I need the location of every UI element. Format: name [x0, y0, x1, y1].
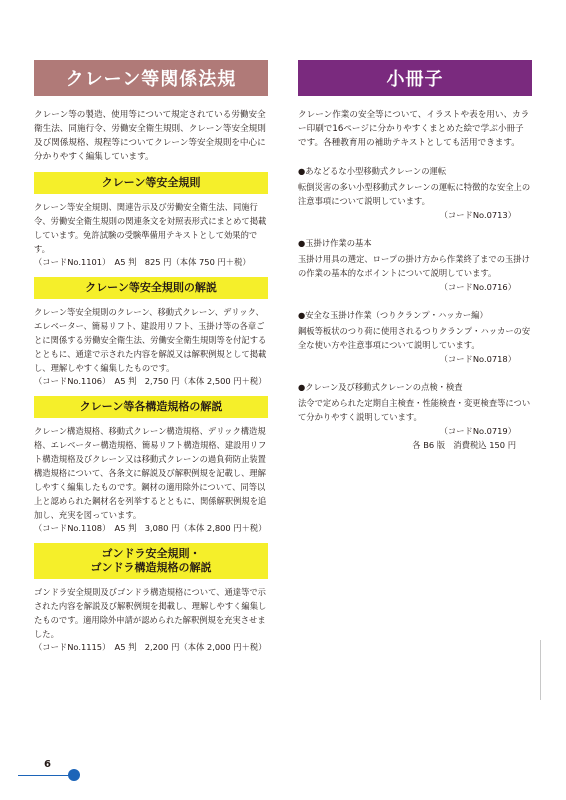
page-number-line	[18, 775, 70, 776]
booklet-code: （コードNo.0716）	[439, 282, 516, 292]
publication-item	[34, 543, 268, 654]
booklet-item	[298, 380, 532, 452]
booklet-description: 転倒災害の多い小型移動式クレーンの運転に特徴的な安全上の注意事項について説明しています。	[298, 182, 531, 206]
booklet-item	[298, 164, 532, 222]
right-column	[298, 60, 532, 452]
publication-item	[34, 396, 268, 535]
publication-item	[34, 277, 268, 388]
booklet-price-note: 各 B6 版 消費税込 150 円	[412, 440, 516, 450]
publication-info: （コードNo.1108） A5 判 3,080 円（本体 2,800 円＋税）	[34, 523, 267, 533]
booklet-title: ●安全な玉掛け作業（つりクランプ・ハッカー編）	[298, 310, 488, 320]
publication-title: クレーン等安全規則	[34, 172, 268, 194]
margin-rule	[540, 640, 541, 700]
publication-info: （コードNo.1115） A5 判 2,200 円（本体 2,000 円＋税）	[34, 642, 267, 652]
publication-description: クレーン等安全規則、関連告示及び労働安全衛生法、同施行令、労働安全衛生規則の関連条文を対照表形式にまとめて掲載しています。免許試験の受験準備用テキストとして効果的です。	[34, 202, 267, 254]
booklet-code: （コードNo.0713）	[439, 210, 516, 220]
booklet-item	[298, 308, 532, 366]
page-number-dot	[68, 769, 80, 781]
publication-title: クレーン等安全規則の解説	[34, 277, 268, 299]
left-section-header: クレーン等関係法規	[34, 60, 268, 96]
booklet-description: 法令で定められた定期自主検査・性能検査・変更検査等について分かりやすく説明しています。	[298, 398, 531, 422]
publication-title: クレーン等各構造規格の解説	[34, 396, 268, 418]
page-footer	[0, 760, 120, 800]
publication-info: （コードNo.1101） A5 判 825 円（本体 750 円＋税）	[34, 257, 251, 267]
publication-description: クレーン等安全規則のクレーン、移動式クレーン、デリック、エレベーター、簡易リフト、建設用リフト、玉掛け等の各章ごとに関係する労働安全衛生法、労働安全衛生規則等を付記するとともに、通達で示された内容を解説又は解釈例規として掲載し、理解しやすく編集したものです。	[34, 307, 267, 373]
publication-description: クレーン構造規格、移動式クレーン構造規格、デリック構造規格、エレベーター構造規格、簡易リフト構造規格、建設用リフト構造規格及びクレーン又は移動式クレーンの過負荷防止装置構造規格について、各条文に解説及び解釈例規を記載し、理解しやすく編集したものです。鋼材の適用除外について、同等以上と認められた鋼材名を列挙するとともに、関係解釈例規を追加し、充実を図っています。	[34, 426, 267, 520]
publication-description: ゴンドラ安全規則及びゴンドラ構造規格について、通達等で示された内容を解説及び解釈例規を掲載し、理解しやすく編集したものです。適用除外申請が認められた解釈例規を充実させました。	[34, 587, 267, 639]
booklet-title: ●玉掛け作業の基本	[298, 238, 372, 248]
booklet-title: ●クレーン及び移動式クレーンの点検・検査	[298, 382, 463, 392]
booklet-code: （コードNo.0718）	[439, 354, 516, 364]
right-intro-text: クレーン作業の安全等について、イラストや表を用い、カラー印刷で16ページに分かりやすくまとめた絵で学ぶ小冊子です。各種教育用の補助テキストとしても活用できます。	[298, 110, 530, 148]
booklet-description: 鋼板等板状のつり荷に使用されるつりクランプ・ハッカーの安全な使い方や注意事項について説明しています。	[298, 326, 531, 350]
publication-info: （コードNo.1106） A5 判 2,750 円（本体 2,500 円＋税）	[34, 376, 267, 386]
booklet-code: （コードNo.0719）	[439, 426, 516, 436]
publication-item	[34, 172, 268, 269]
page-number: 6	[44, 759, 51, 770]
left-intro-text: クレーン等の製造、使用等について規定されている労働安全衛生法、同施行令、労働安全衛生規則、クレーン等安全規則及び関係規格、規程等についてクレーン等安全規則を中心に分かりやすく編集しています。	[34, 110, 266, 162]
booklet-item	[298, 236, 532, 294]
right-section-header: 小冊子	[298, 60, 532, 96]
publication-title: ゴンドラ安全規則・ ゴンドラ構造規格の解説	[34, 543, 268, 579]
booklet-title: ●あなどるな小型移動式クレーンの運転	[298, 166, 447, 176]
left-column	[34, 60, 268, 654]
booklet-description: 玉掛け用具の選定、ロープの掛け方から作業終了までの玉掛けの作業の基本的なポイントについて説明しています。	[298, 254, 530, 278]
